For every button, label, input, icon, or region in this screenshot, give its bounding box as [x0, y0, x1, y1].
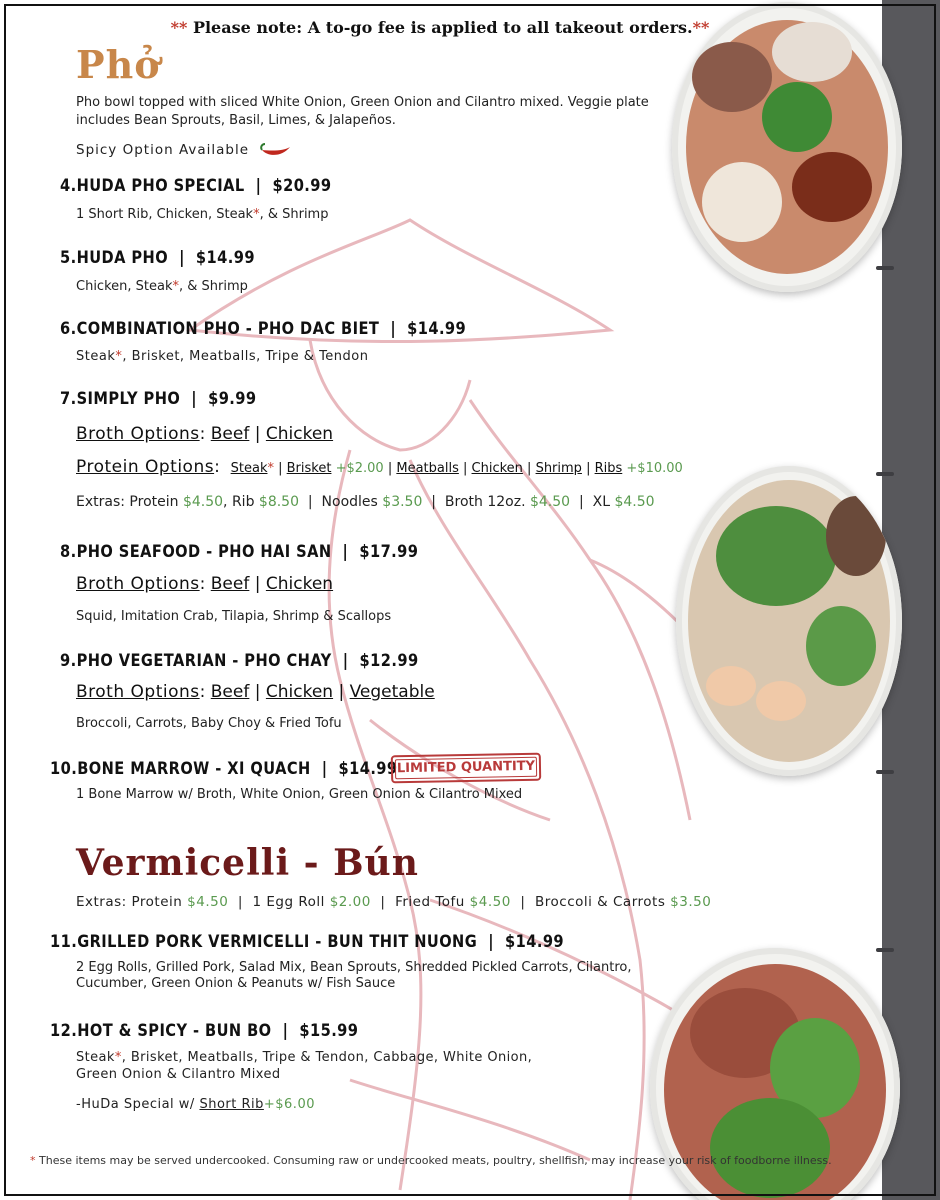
item-11-heading	[50, 932, 564, 952]
item-6-description	[76, 348, 369, 365]
huda-special-prefix: -HuDa Special w/	[76, 1097, 195, 1112]
broth-option-chicken: Chicken	[265, 682, 334, 702]
item-6-name: 6.COMBINATION PHO - PHO DAC BIET	[60, 319, 380, 339]
item-12-price: $15.99	[299, 1021, 359, 1041]
item-5-separator: |	[179, 248, 185, 268]
item-10-description: 1 Bone Marrow w/ Broth, White Onion, Green Onion & Cilantro Mixed	[76, 787, 523, 802]
item-5-desc-b: , & Shrimp	[178, 279, 248, 294]
extra-fried-tofu: Fried Tofu	[395, 894, 465, 910]
limited-quantity-badge: LIMITED QUANTITY	[391, 753, 541, 784]
item-6-desc-a: Steak	[76, 349, 116, 364]
item-8-separator: |	[342, 542, 349, 562]
pho-special-bowl-photo	[672, 2, 902, 292]
item-6-price: $14.99	[407, 319, 467, 339]
item-4-desc-a: 1 Short Rib, Chicken, Steak	[76, 207, 254, 222]
undercooked-asterisk: *	[114, 1050, 122, 1065]
notice-stars-left: **	[170, 18, 188, 37]
extra-egg-roll: 1 Egg Roll	[252, 894, 325, 910]
undercooked-asterisk: *	[267, 461, 274, 476]
chili-pepper-icon	[258, 143, 292, 157]
spicy-option-note	[76, 140, 292, 158]
broth-option-chicken: Chicken	[265, 574, 334, 594]
item-9-separator: |	[342, 651, 349, 671]
pho-intro: Pho bowl topped with sliced White Onion, Green Onion and Cilantro mixed. Veggie plate includes Bean Sprouts, Basil, Limes, & Jalapeños.	[76, 95, 649, 128]
item-10-separator: |	[321, 759, 328, 779]
extra-egg-roll-price: $2.00	[329, 894, 371, 910]
protein-brisket: Brisket	[286, 461, 332, 476]
extra-broth: Broth 12oz.	[444, 494, 526, 510]
broth-option-chicken: Chicken	[265, 424, 334, 444]
broth-option-beef: Beef	[210, 574, 250, 594]
vermicelli-section-title: Vermicelli - Bún	[76, 842, 419, 884]
broth-options-label: Broth Options	[76, 682, 200, 702]
broth-option-vegetable: Vegetable	[349, 682, 435, 702]
item-10-heading	[50, 759, 398, 779]
item-7-separator: |	[191, 389, 198, 409]
extra-xl-price: $4.50	[614, 494, 655, 510]
protein-meatballs: Meatballs	[396, 461, 459, 476]
protein-chicken: Chicken	[471, 461, 523, 476]
item-8-description: Squid, Imitation Crab, Tilapia, Shrimp & Scallops	[76, 609, 392, 624]
extra-rib: Rib	[231, 494, 255, 510]
undercooked-disclaimer	[30, 1154, 832, 1167]
item-4-price: $20.99	[272, 176, 332, 196]
item-7-price: $9.99	[208, 389, 257, 409]
item-12-heading	[50, 1021, 358, 1041]
extra-rib-price: $8.50	[258, 494, 300, 510]
item-4-description	[76, 206, 328, 223]
extra-protein: Protein	[131, 894, 183, 910]
item-6-desc-b: , Brisket, Meatballs, Tripe & Tendon	[122, 349, 369, 364]
item-11-price: $14.99	[505, 932, 565, 952]
item-11-separator: |	[488, 932, 494, 952]
item-9-description: Broccoli, Carrots, Baby Choy & Fried Tofu	[76, 716, 342, 731]
footnote-asterisk: *	[30, 1154, 36, 1167]
item-6-separator: |	[390, 319, 397, 339]
broth-options-label: Broth Options	[76, 424, 200, 444]
broth-option-beef: Beef	[210, 682, 250, 702]
protein-steak: Steak	[230, 461, 268, 476]
item-8-price: $17.99	[359, 542, 419, 562]
item-5-name: 5.HUDA PHO	[60, 248, 169, 268]
item-11-description-line-1: 2 Egg Rolls, Grilled Pork, Salad Mix, Bean Sprouts, Shredded Pickled Carrots, Cilantro,	[76, 960, 632, 975]
item-12-description-line-2: Green Onion & Cilantro Mixed	[76, 1067, 281, 1082]
item-7-heading	[60, 389, 256, 409]
item-6-heading	[60, 319, 466, 339]
item-10-name: 10.BONE MARROW - XI QUACH	[50, 759, 311, 779]
item-8-broth-options: Broth Options: Beef | Chicken	[76, 574, 334, 594]
item-12-desc-b: , Brisket, Meatballs, Tripe & Tendon, Cabbage, White Onion,	[121, 1050, 533, 1065]
protein-options-label: Protein Options	[76, 457, 215, 477]
item-9-price: $12.99	[359, 651, 419, 671]
extra-protein-price: $4.50	[182, 494, 224, 510]
item-5-description	[76, 278, 248, 295]
item-4-name: 4.HUDA PHO SPECIAL	[60, 176, 245, 196]
brisket-addon-price: +$2.00	[335, 461, 384, 476]
extras-label: Extras:	[76, 894, 127, 910]
notice-text: Please note: A to-go fee is applied to all takeout orders.	[192, 18, 693, 37]
item-12-description-line-1	[76, 1049, 532, 1066]
item-12-separator: |	[282, 1021, 289, 1041]
item-4-desc-b: , & Shrimp	[259, 207, 329, 222]
extra-protein-price: $4.50	[187, 894, 229, 910]
ribs-addon-price: +$10.00	[626, 461, 683, 476]
item-7-broth-options: Broth Options: Beef | Chicken	[76, 424, 334, 444]
extras-label: Extras:	[76, 494, 125, 510]
notice-stars-right: **	[692, 18, 710, 37]
item-10-price: $14.99	[338, 759, 398, 779]
item-12-name: 12.HOT & SPICY - BUN BO	[50, 1021, 272, 1041]
item-5-desc-a: Chicken, Steak	[76, 279, 173, 294]
item-9-heading	[60, 651, 419, 671]
item-9-name: 9.PHO VEGETARIAN - PHO CHAY	[60, 651, 332, 671]
undercooked-asterisk: *	[172, 279, 179, 294]
item-12-desc-a: Steak	[76, 1050, 115, 1065]
item-11-description-line-2: Cucumber, Green Onion & Peanuts w/ Fish Sauce	[76, 976, 396, 991]
item-7-name: 7.SIMPLY PHO	[60, 389, 181, 409]
broth-options-label: Broth Options	[76, 574, 200, 594]
vermicelli-extras: Extras: Protein $4.50 | 1 Egg Roll $2.00 | Fried Tofu $4.50 | Broccoli & Carrots $3.50	[76, 894, 712, 910]
broth-option-beef: Beef	[210, 424, 250, 444]
item-8-heading	[60, 542, 418, 562]
extra-xl: XL	[592, 494, 610, 510]
protein-shrimp: Shrimp	[535, 461, 582, 476]
item-5-price: $14.99	[195, 248, 255, 268]
item-11-name: 11.GRILLED PORK VERMICELLI - BUN THIT NUONG	[50, 932, 478, 952]
extra-broccoli-carrots-price: $3.50	[670, 894, 712, 910]
protein-ribs: Ribs	[594, 461, 623, 476]
extra-fried-tofu-price: $4.50	[469, 894, 511, 910]
item-4-separator: |	[255, 176, 262, 196]
item-5-heading	[60, 248, 255, 268]
item-9-broth-options: Broth Options: Beef | Chicken | Vegetable	[76, 682, 435, 702]
huda-special-addon	[76, 1096, 315, 1113]
undercooked-asterisk: *	[253, 207, 260, 222]
item-7-protein-options: Protein Options: Steak* | Brisket +$2.00 | Meatballs | Chicken | Shrimp | Ribs +$10.00	[76, 457, 683, 477]
pho-section-title: Phở	[76, 42, 161, 87]
seafood-bowl-photo	[676, 466, 902, 776]
extra-noodles: Noodles	[321, 494, 378, 510]
short-rib-price: +$6.00	[263, 1097, 315, 1112]
extra-broth-price: $4.50	[529, 494, 571, 510]
item-7-extras: Extras: Protein $4.50, Rib $8.50 | Noodles $3.50 | Broth 12oz. $4.50 | XL $4.50	[76, 494, 655, 510]
footnote-text: These items may be served undercooked. Consuming raw or undercooked meats, poultry, shellfish, may increase your risk of foodborne illness.	[39, 1154, 832, 1167]
extra-broccoli-carrots: Broccoli & Carrots	[535, 894, 666, 910]
short-rib-option: Short Rib	[199, 1097, 264, 1112]
undercooked-asterisk: *	[115, 349, 123, 364]
item-8-name: 8.PHO SEAFOOD - PHO HAI SAN	[60, 542, 332, 562]
spicy-option-text: Spicy Option Available	[76, 142, 250, 158]
takeout-notice	[0, 18, 880, 37]
extra-noodles-price: $3.50	[382, 494, 423, 510]
item-4-heading	[60, 176, 331, 196]
extra-protein: Protein	[129, 494, 179, 510]
